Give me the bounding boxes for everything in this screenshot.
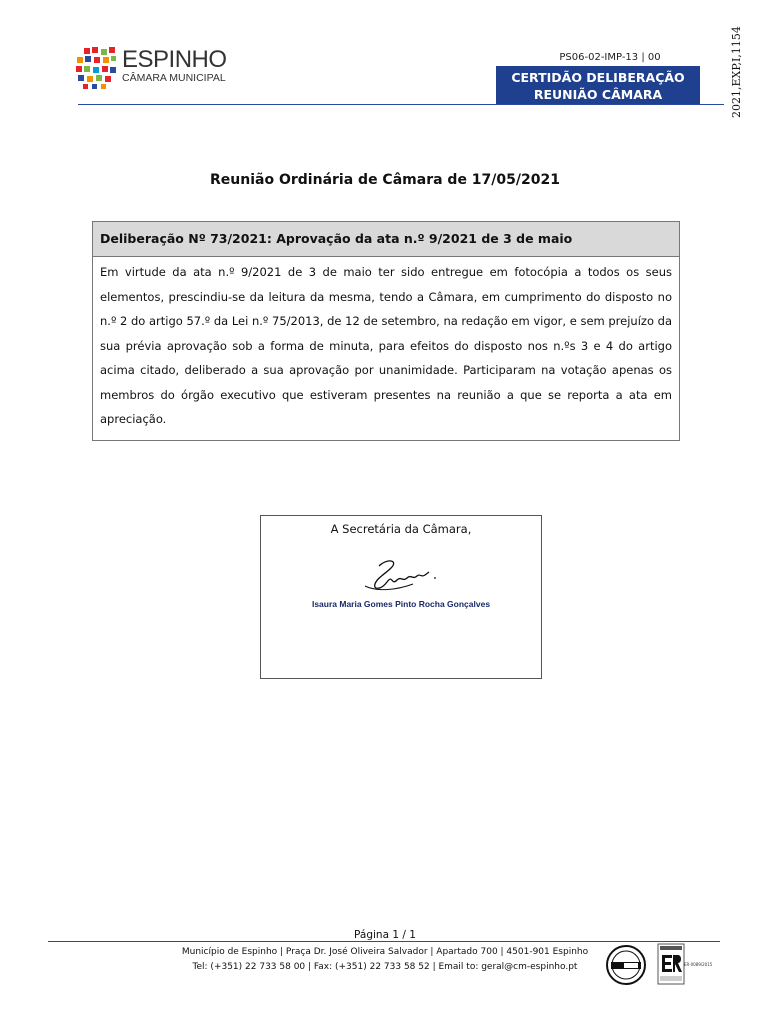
signature-box xyxy=(260,515,542,679)
signature-label: A Secretária da Câmara, xyxy=(330,522,472,536)
certification-code: ER-0089/2015 xyxy=(684,962,713,967)
page-number: Página 1 / 1 xyxy=(354,929,416,941)
banner-line-2: REUNIÃO CÂMARA xyxy=(533,87,663,102)
footer-divider xyxy=(48,941,720,942)
er-certification-icon xyxy=(657,943,685,985)
logo-subtitle: CÂMARA MUNICIPAL xyxy=(122,72,226,84)
espinho-logo-icon xyxy=(74,46,118,90)
municipal-logo xyxy=(74,46,234,90)
deliberation-box xyxy=(92,221,680,441)
signatory-name: Isaura Maria Gomes Pinto Rocha Gonçalves xyxy=(311,599,491,609)
footer-address: Município de Espinho | Praça Dr. José Oliveira Salvador | Apartado 700 | 4501-901 Espinho xyxy=(181,947,589,957)
logo-name: ESPINHO xyxy=(122,46,227,73)
document-type-banner xyxy=(496,66,700,104)
deliberation-heading: Deliberação Nº 73/2021: Aprovação da ata n.º 9/2021 de 3 de maio xyxy=(93,222,679,257)
deliberation-body: Em virtude da ata n.º 9/2021 de 3 de maio ter sido entregue em fotocópia a todos os seus elementos, prescindiu-se da leitura da mesma, tendo a Câmara, em cumprimento do disposto no n.º 2 do artigo 57.º da Lei n.º 75/2013, de 12 de setembro, na redação em vigor, e sem prejuízo da sua prévia aprovação sob a forma de minuta, para efeitos do disposto nos n.ºs 3 e 4 do artigo acima citado, deliberado a sua aprovação por unanimidade. Participaram na votação apenas os membros do órgão executivo que estiveram presentes na reunião a que se reporta a ata em apreciação. xyxy=(100,265,672,426)
side-reference: 2021,EXP,I,1154 xyxy=(730,26,743,118)
certification-badge-icon xyxy=(602,944,650,986)
page-title: Reunião Ordinária de Câmara de 17/05/2021 xyxy=(210,172,560,188)
footer-contacts: Tel: (+351) 22 733 58 00 | Fax: (+351) 22 733 58 52 | Email to: geral@cm-espinho.pt xyxy=(192,962,578,972)
header-divider xyxy=(78,104,724,105)
document-code: PS06-02-IMP-13 | 00 xyxy=(559,52,661,63)
banner-line-1: CERTIDÃO DELIBERAÇÃO xyxy=(511,70,685,85)
handwritten-signature-icon xyxy=(357,556,447,596)
